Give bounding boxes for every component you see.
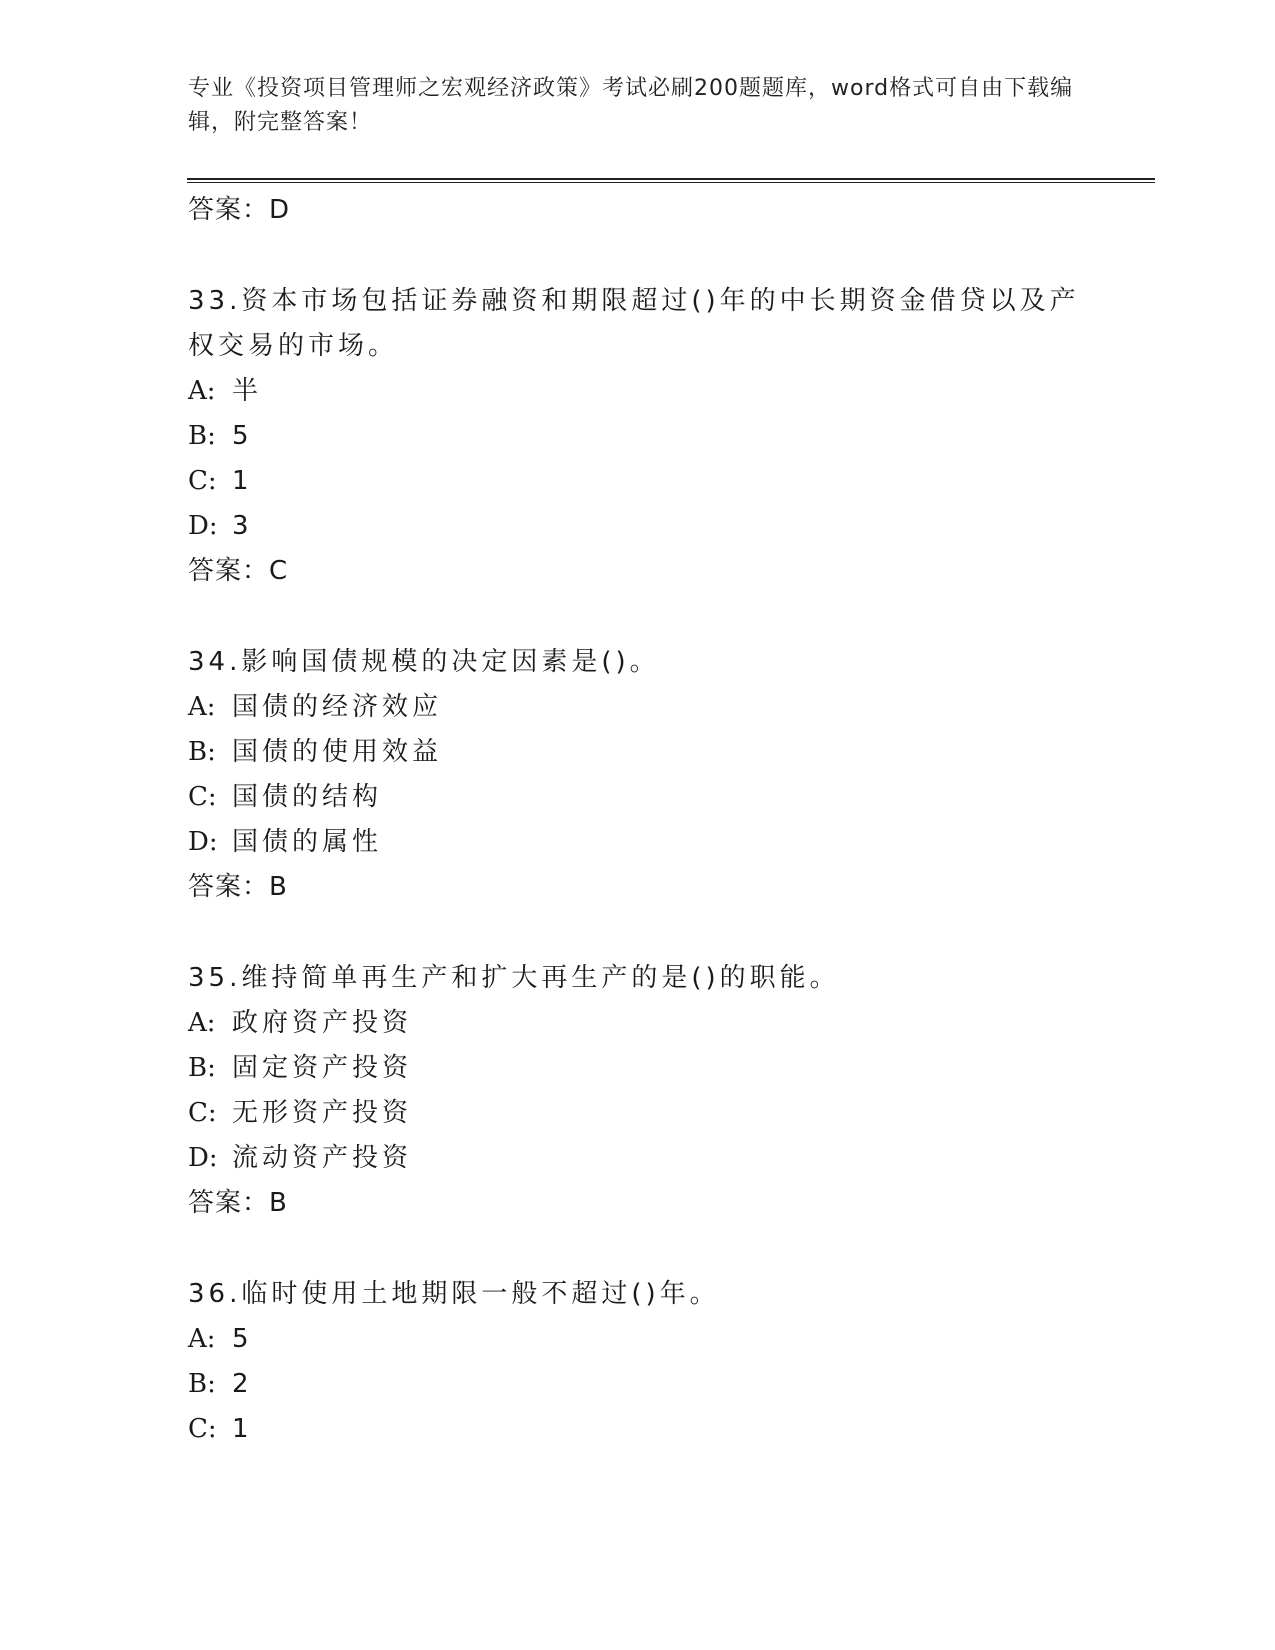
question-text: 34.影响国债规模的决定因素是()。 <box>188 647 660 677</box>
option-key: A: <box>188 1008 216 1038</box>
option-b <box>188 1362 1088 1407</box>
question-block <box>188 1272 1088 1452</box>
question-block <box>188 956 1088 1226</box>
option-c <box>188 459 1088 504</box>
option-key: A: <box>188 692 216 722</box>
option-text: 5 <box>232 421 253 451</box>
option-key: A: <box>188 376 216 406</box>
option-key: B: <box>188 1053 216 1083</box>
question-block <box>188 640 1088 910</box>
question-text: 35.维持简单再生产和扩大再生产的是()的职能。 <box>188 963 840 993</box>
option-c <box>188 775 1088 820</box>
option-d <box>188 820 1088 865</box>
header-divider <box>187 178 1155 183</box>
question-text: 33.资本市场包括证券融资和期限超过()年的中长期资金借贷以及产权交易的市场。 <box>188 286 1080 361</box>
answer-line: 答案：B <box>188 1188 288 1218</box>
option-text: 国债的使用效益 <box>232 737 443 767</box>
option-text: 5 <box>232 1324 253 1354</box>
option-text: 半 <box>232 376 263 406</box>
option-c <box>188 1091 1088 1136</box>
option-key: B: <box>188 1369 216 1399</box>
option-b <box>188 730 1088 775</box>
option-text: 3 <box>232 511 253 541</box>
option-d <box>188 504 1088 549</box>
option-b <box>188 414 1088 459</box>
option-key: B: <box>188 737 216 767</box>
option-text: 国债的经济效应 <box>232 692 443 722</box>
option-text: 政府资产投资 <box>232 1008 413 1038</box>
option-a <box>188 369 1088 414</box>
document-body <box>188 188 1088 1452</box>
option-key: A: <box>188 1324 216 1354</box>
answer-line: 答案：D <box>188 195 291 225</box>
option-b <box>188 1046 1088 1091</box>
option-key: D: <box>188 827 218 857</box>
option-key: C: <box>188 1414 217 1444</box>
answer-line: 答案：B <box>188 872 288 902</box>
option-a <box>188 1001 1088 1046</box>
option-text: 1 <box>232 466 253 496</box>
option-c <box>188 1407 1088 1452</box>
question-block <box>188 279 1088 594</box>
option-text: 国债的结构 <box>232 782 383 812</box>
option-a <box>188 685 1088 730</box>
option-d <box>188 1136 1088 1181</box>
option-key: C: <box>188 1098 217 1128</box>
option-text: 1 <box>232 1414 253 1444</box>
document-header: 专业《投资项目管理师之宏观经济政策》考试必刷200题题库，word格式可自由下载编辑，附完整答案！ <box>188 76 1074 135</box>
answer-line: 答案：C <box>188 556 289 586</box>
option-text: 固定资产投资 <box>232 1053 413 1083</box>
option-key: D: <box>188 1143 218 1173</box>
option-key: B: <box>188 421 216 451</box>
option-text: 流动资产投资 <box>232 1143 413 1173</box>
option-text: 国债的属性 <box>232 827 383 857</box>
question-text: 36.临时使用土地期限一般不超过()年。 <box>188 1279 720 1309</box>
option-text: 2 <box>232 1369 253 1399</box>
option-key: C: <box>188 466 217 496</box>
option-key: C: <box>188 782 217 812</box>
option-text: 无形资产投资 <box>232 1098 413 1128</box>
option-a <box>188 1317 1088 1362</box>
option-key: D: <box>188 511 218 541</box>
